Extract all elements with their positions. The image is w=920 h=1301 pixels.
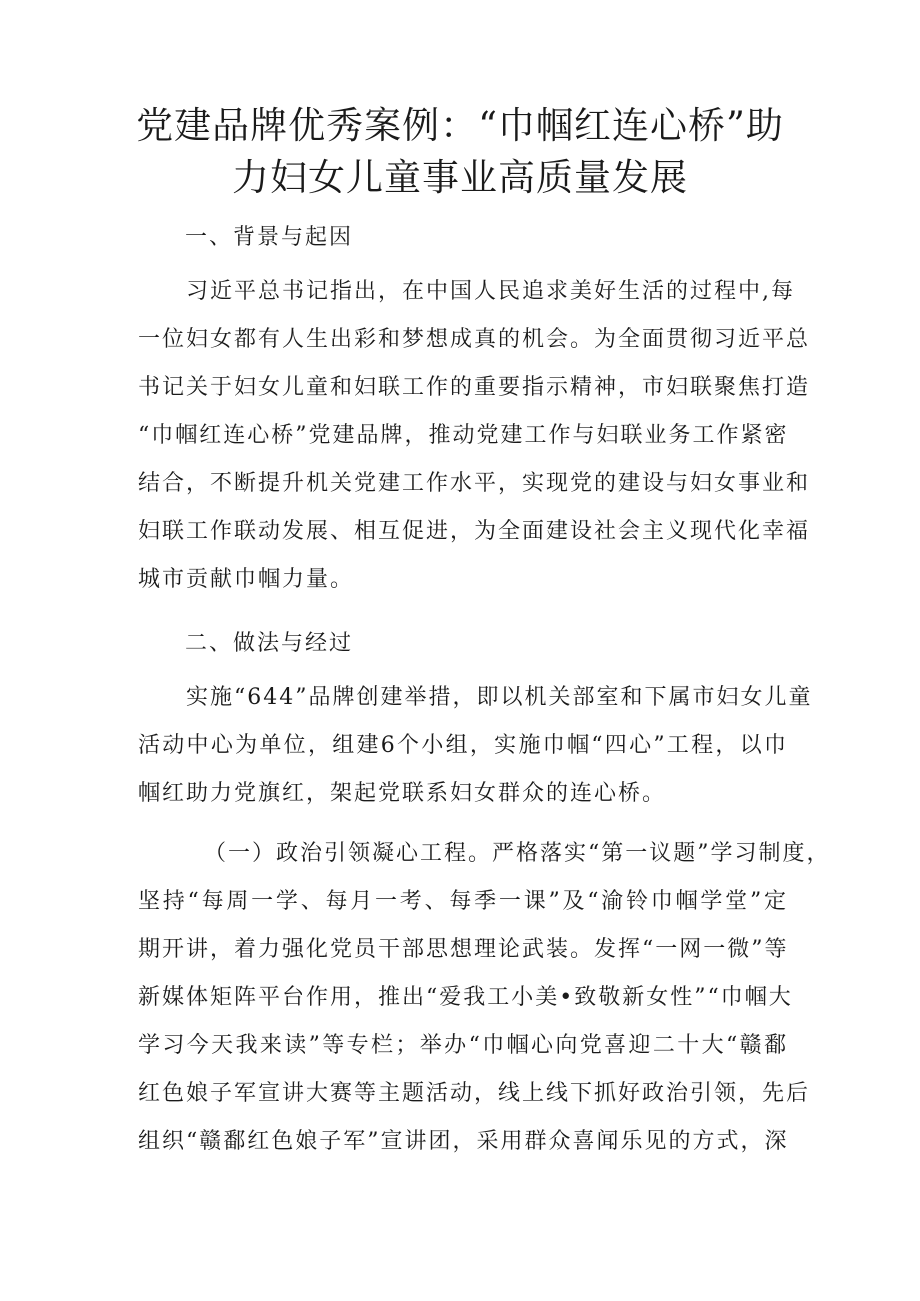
paragraph-line: 坚持“每周一学、每月一考、每季一课”及“渝铃巾帼学堂”定 <box>138 889 788 914</box>
paragraph-practice-intro <box>138 674 813 818</box>
document-title <box>130 100 790 204</box>
paragraph-line: 红色娘子军宣讲大赛等主题活动，线上线下抓好政治引领，先后 <box>138 1081 811 1106</box>
section-heading-background: 一、背景与起因 <box>185 225 354 250</box>
title-line-2: 力妇女儿童事业高质量发展 <box>232 156 688 199</box>
paragraph-political-guidance <box>138 830 831 1166</box>
paragraph-line: 新媒体矩阵平台作用，推出“爱我工小美•致敬新女性”“巾帼大 <box>138 985 793 1010</box>
paragraph-background <box>138 268 811 604</box>
paragraph-line: 城市贡献巾帼力量。 <box>138 567 355 592</box>
paragraph-line: 帼红助力党旗红，架起党联系妇女群众的连心桥。 <box>138 781 667 806</box>
paragraph-line: 结合，不断提升机关党建工作水平，实现党的建设与妇女事业和 <box>138 471 811 496</box>
paragraph-line: 书记关于妇女儿童和妇联工作的重要指示精神，市妇联聚焦打造 <box>138 375 811 400</box>
paragraph-line: 活动中心为单位，组建6个小组，实施巾帼“四心”工程，以巾 <box>138 733 788 758</box>
paragraph-line: 妇联工作联动发展、相互促进，为全面建设社会主义现代化幸福 <box>138 519 811 544</box>
paragraph-line: “巾帼红连心桥”党建品牌，推动党建工作与妇联业务工作紧密 <box>138 423 789 448</box>
paragraph-line: 组织“赣鄱红色娘子军”宣讲团，采用群众喜闻乐见的方式，深 <box>138 1129 789 1154</box>
paragraph-line: 学习今天我来读”等专栏；举办“巾帼心向党喜迎二十大“赣鄱 <box>138 1033 788 1058</box>
paragraph-line: （一）政治引领凝心工程。严格落实“第一议题”学习制度， <box>204 841 831 866</box>
section-heading-practice: 二、做法与经过 <box>185 631 354 656</box>
title-line-1: 党建品牌优秀案例：“巾帼红连心桥”助 <box>136 104 784 147</box>
paragraph-line: 期开讲，着力强化党员干部思想理论武装。发挥“一网一微”等 <box>138 937 789 962</box>
paragraph-line: 一位妇女都有人生出彩和梦想成真的机会。为全面贯彻习近平总 <box>138 327 811 352</box>
paragraph-line: 实施“644”品牌创建举措，即以机关部室和下属市妇女儿童 <box>186 685 813 710</box>
paragraph-line: 习近平总书记指出，在中国人民追求美好生活的过程中,每 <box>186 279 795 304</box>
